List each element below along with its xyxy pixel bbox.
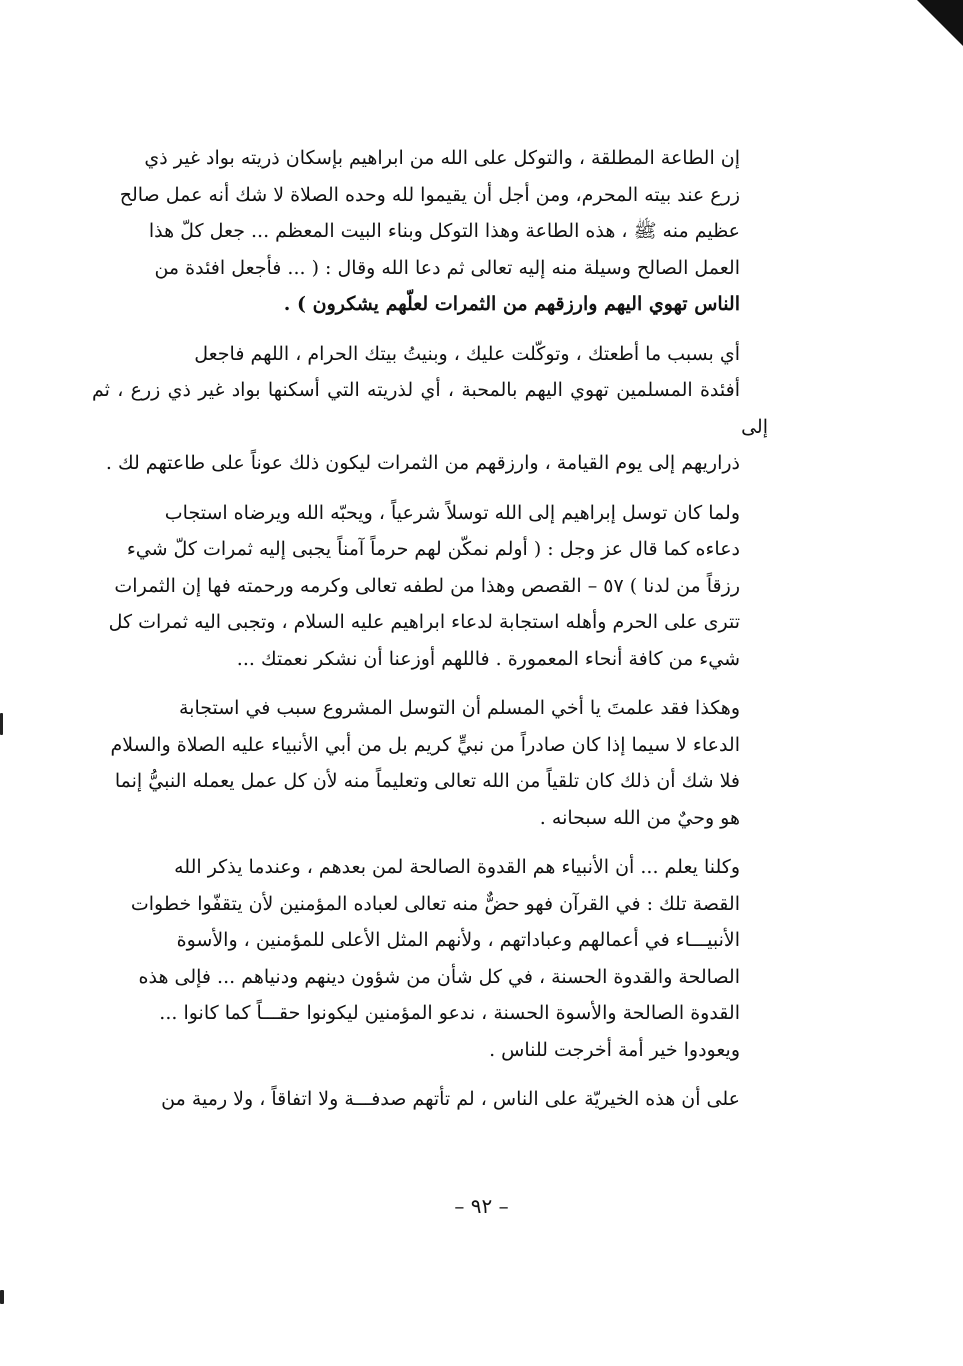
- text-line: العمل الصالح وسيلة منه إليه تعالى ثم دعا الله وقال : ( ... فأجعل افئدة من: [154, 256, 740, 279]
- text-line: الأنبيـــاء في أعمالهم وعباداتهم ، ولأنهم المثل الأعلى للمؤمنين ، والأسوة: [176, 929, 740, 951]
- text-line: رزقاً من لدنا ) ٥٧ – القصص وهذا من لطفه تعالى وكرمه ورحمته فها إن الثمرات: [114, 574, 740, 597]
- text-line: القصة تلك : في القرآن فهو حضٌّ منه تعالى لعباده المؤمنين لأن يتقفّوا خطوات: [130, 892, 740, 915]
- page-body: [92, 140, 768, 1131]
- paragraph: [92, 336, 768, 482]
- paragraph: [92, 849, 768, 1068]
- paragraph: [92, 1081, 768, 1118]
- text-line: فلا شك أن ذلك كان تلقياً من الله تعالى وتعليماً منه لأن كل عمل يعمله النبيُّ إنما: [114, 770, 740, 792]
- paragraph: [92, 140, 768, 323]
- text-line: ولما كان توسل إبراهيم إلى الله توسلاً شرعياً ، ويحبّه الله ويرضاه استجاب: [164, 501, 740, 524]
- text-line: تترى على الحرم وأهله استجابة لدعاء ابراهيم عليه السلام ، وتجبى اليه ثمرات كل: [108, 611, 740, 633]
- text-line: عظيم منه ﷺ ، هذه الطاعة وهذا التوكل وبناء البيت المعظم ... جعل كلّ هذا: [148, 220, 740, 242]
- text-line: أي بسبب ما أطعتك ، وتوكّلت عليك ، وبنيتُ بيتك الحرام ، اللهم فاجعل: [194, 342, 740, 365]
- scan-edge-mark: [0, 1290, 4, 1304]
- text-line: الدعاء لا سيما إذا كان صادراً من نبيٍّ كريم بل من أبي الأنبياء عليه الصلاة والسلام: [110, 733, 740, 756]
- text-line: هو وحيٌ من الله سبحانه .: [539, 806, 740, 829]
- text-line: دعاءه كما قال عز وجل : ( أولم نمكّن لهم حرماً آمناً يجبى إليه ثمرات كلّ شيء: [126, 538, 740, 560]
- text-line: وكلنا يعلم ... أن الأنبياء هم القدوة الصالحة لمن بعدهم ، وعندما يذكر الله: [174, 856, 740, 878]
- text-line: القدوة الصالحة والأسوة الحسنة ، ندعو المؤمنين ليكونوا حقـــاً كما كانوا ...: [159, 1002, 740, 1024]
- text-line: على أن هذه الخيريّة على الناس ، لم تأتهم صدفـــة ولا اتفاقاً ، ولا رمية من: [161, 1088, 740, 1110]
- paragraph: [92, 495, 768, 678]
- text-line: إن الطاعة المطلقة ، والتوكل على الله من ابراهيم بإسكان ذريته بواد غير ذي: [144, 147, 740, 169]
- text-line: الناس تهوي اليهم وارزقهم من الثمرات لعلّهم يشكرون ) .: [283, 293, 740, 315]
- page-number: – ٩٢ –: [454, 1194, 509, 1218]
- corner-triangle-mark: [917, 0, 963, 46]
- text-line: زرع عند بيته المحرم، ومن أجل أن يقيموا لله وحده الصلاة لا شك أنه عمل صالح: [119, 183, 740, 206]
- paragraph: [92, 690, 768, 836]
- text-line: شيء من كافة أنحاء المعمورة . فاللهم أوزعنا أن نشكر نعمتك ...: [236, 647, 740, 670]
- text-line: الصالحة والقدوة الحسنة ، في كل شأن من شؤون دينهم ودنياهم ... فإلى هذه: [138, 965, 740, 988]
- text-line: وهكذا فقد علمتَ يا أخي المسلم أن التوسل المشروع سبب في استجابة: [178, 697, 740, 719]
- scan-edge-mark: [0, 713, 3, 735]
- text-line: ويعودوا خير أمة أخرجت للناس .: [489, 1038, 740, 1061]
- text-line: ذراريهم إلى يوم القيامة ، وارزقهم من الثمرات ليكون ذلك عوناً على طاعتهم لك .: [105, 452, 740, 474]
- text-line: أفئدة المسلمين تهوي اليهم بالمحبة ، أي لذريته التي أسكنها بواد غير ذي زرع ، ثم إلى: [92, 379, 768, 438]
